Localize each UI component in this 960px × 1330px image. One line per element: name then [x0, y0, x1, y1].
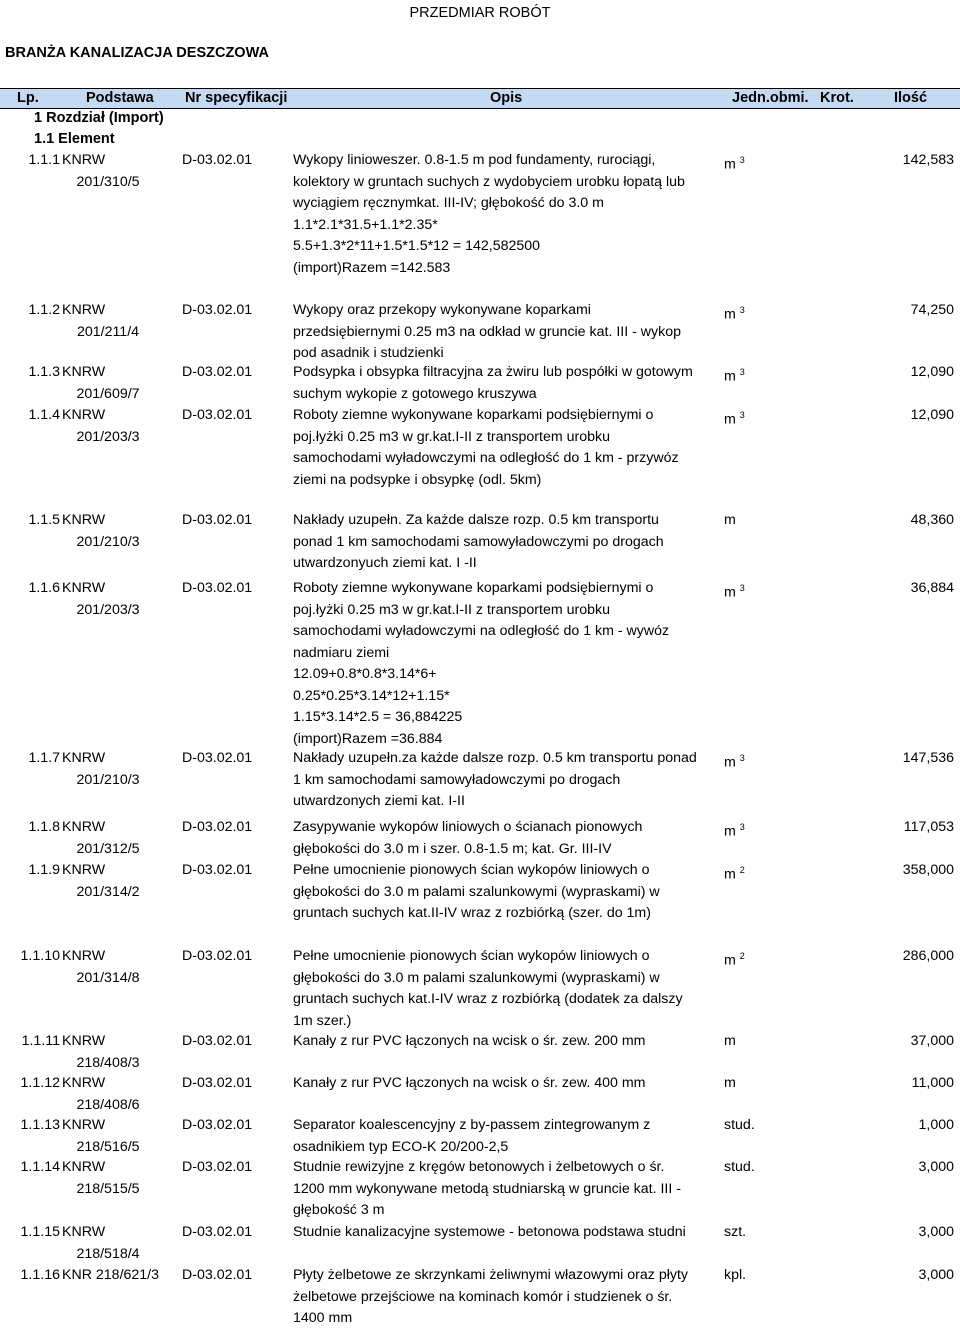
row-nr-specyfikacji: D-03.02.01: [182, 407, 253, 423]
page-title: PRZEDMIAR ROBÓT: [409, 5, 551, 21]
row-lp: 1.1.12: [20, 1075, 60, 1091]
row-nr-specyfikacji: D-03.02.01: [182, 862, 253, 878]
row-nr-specyfikacji: D-03.02.01: [182, 302, 253, 318]
row-podstawa: KNRW 218/518/4: [62, 1224, 140, 1262]
header-opis: Opis: [490, 90, 523, 106]
row-nr-specyfikacji: D-03.02.01: [182, 580, 253, 596]
row-podstawa: KNRW 218/516/5: [62, 1117, 140, 1155]
row-nr-specyfikacji: D-03.02.01: [182, 1159, 253, 1175]
row-nr-specyfikacji: D-03.02.01: [182, 1224, 253, 1240]
row-jednostka-exponent: 2: [739, 865, 745, 875]
row-nr-specyfikacji: D-03.02.01: [182, 1117, 253, 1133]
row-jednostka-exponent: 3: [739, 822, 745, 832]
section-element: 1.1 Element: [34, 131, 115, 147]
row-jednostka-base: m: [724, 866, 736, 883]
row-lp: 1.1.6: [28, 580, 60, 596]
row-ilosc: 11,000: [911, 1075, 954, 1091]
row-jednostka-exponent: 3: [739, 583, 745, 593]
row-ilosc: 286,000: [902, 948, 954, 964]
row-lp: 1.1.16: [20, 1267, 60, 1283]
row-jednostka-exponent: 3: [739, 367, 745, 377]
row-jednostka: [724, 1031, 784, 1053]
row-opis: Nakłady uzupełn. Za każde dalsze rozp. 0.5 km transportu ponad 1 km samochodami samowyładowczymi po drogach utwardzonyuch ziemi kat. I -II: [293, 512, 664, 571]
row-podstawa: KNRW 201/210/3: [62, 750, 140, 788]
row-nr-specyfikacji: D-03.02.01: [182, 948, 253, 964]
row-ilosc: 3,000: [918, 1224, 954, 1240]
header-krotnosc: Krot.: [820, 90, 854, 106]
row-podstawa: KNRW 201/203/3: [62, 580, 140, 618]
row-jednostka: [724, 1157, 784, 1179]
row-podstawa: KNRW 201/314/8: [62, 948, 140, 986]
row-ilosc: 12,090: [910, 364, 954, 380]
row-ilosc: 3,000: [918, 1267, 954, 1283]
section-rozdzial: 1 Rozdział (Import): [34, 110, 164, 126]
row-jednostka: [724, 817, 784, 843]
row-podstawa: KNRW 201/312/5: [62, 819, 140, 857]
header-lp: Lp.: [17, 90, 39, 106]
row-jednostka-base: m: [724, 368, 736, 385]
row-ilosc: 147,536: [902, 750, 954, 766]
row-lp: 1.1.15: [20, 1224, 60, 1240]
header-nr-specyfikacji: Nr specyfikacji: [185, 90, 288, 106]
row-jednostka-base: m: [724, 823, 736, 840]
row-lp: 1.1.3: [28, 364, 60, 380]
row-nr-specyfikacji: D-03.02.01: [182, 1267, 253, 1283]
row-lp: 1.1.4: [28, 407, 60, 423]
row-opis: Nakłady uzupełn.za każde dalsze rozp. 0.5 km transportu ponad 1 km samochodami samowyładowczymi po drogach utwardzonych ziemi kat. I-II: [293, 750, 697, 809]
row-podstawa: KNRW 218/515/5: [62, 1159, 140, 1197]
row-ilosc: 117,053: [903, 819, 954, 835]
row-ilosc: 1,000: [918, 1117, 954, 1133]
row-opis: Podsypka i obsypka filtracyjna za żwiru lub pospółki w gotowym suchym wykopie z gotowego kruszywa: [293, 364, 693, 402]
row-lp: 1.1.11: [21, 1033, 60, 1049]
row-nr-specyfikacji: D-03.02.01: [182, 364, 253, 380]
row-jednostka-base: m: [724, 1033, 736, 1049]
row-opis: Pełne umocnienie pionowych ścian wykopów liniowych o głębokości do 3.0 m palami szalunkowymi (wypraskami) w gruntach suchych kat.I-IV wraz z rozbiórką (dodatek za dalszy 1m szer.): [293, 948, 683, 1029]
row-ilosc: 358,000: [902, 862, 954, 878]
row-lp: 1.1.8: [28, 819, 60, 835]
row-podstawa: KNRW 201/310/5: [62, 152, 140, 190]
row-jednostka-base: m: [724, 512, 736, 528]
row-jednostka-base: m: [724, 1075, 736, 1091]
row-ilosc: 36,884: [910, 580, 954, 596]
row-lp: 1.1.5: [28, 512, 60, 528]
row-jednostka-base: szt.: [724, 1224, 747, 1240]
row-podstawa: KNRW 218/408/3: [62, 1033, 140, 1071]
row-opis: Kanały z rur PVC łączonych na wcisk o śr. zew. 200 mm: [293, 1033, 646, 1049]
row-jednostka-exponent: 2: [739, 951, 745, 961]
row-jednostka-base: m: [724, 156, 736, 173]
row-ilosc: 74,250: [910, 302, 954, 318]
row-jednostka-exponent: 3: [739, 753, 745, 763]
row-opis: Studnie rewizyjne z kręgów betonowych i żelbetowych o śr. 1200 mm wykonywane metodą studniarską w gruncie kat. III - głębokość 3 m: [293, 1159, 681, 1218]
row-jednostka: [724, 1222, 784, 1244]
table-header: [0, 88, 960, 109]
row-opis: Separator koalescencyjny z by-passem zintegrowanym z osadnikiem typ ECO-K 20/200-2,5: [293, 1117, 651, 1155]
branch-title: BRANŻA KANALIZACJA DESZCZOWA: [5, 45, 269, 61]
row-opis: Kanały z rur PVC łączonych na wcisk o śr. zew. 400 mm: [293, 1075, 646, 1091]
row-ilosc: 3,000: [918, 1159, 954, 1175]
row-jednostka-exponent: 3: [739, 155, 745, 165]
row-podstawa: KNRW 201/314/2: [62, 862, 140, 900]
row-jednostka: [724, 405, 784, 431]
row-lp: 1.1.1: [28, 152, 60, 168]
row-ilosc: 142,583: [902, 152, 954, 168]
header-jednostka: Jedn.obmi.: [732, 90, 809, 106]
row-nr-specyfikacji: D-03.02.01: [182, 1033, 253, 1049]
row-podstawa: KNRW 201/203/3: [62, 407, 140, 445]
row-jednostka-base: m: [724, 754, 736, 771]
header-podstawa: Podstawa: [86, 90, 154, 106]
row-opis: Wykopy oraz przekopy wykonywane koparkami przedsiębiernymi 0.25 m3 na odkład w gruncie kat. III - wykop pod asadnik i studzienki: [293, 302, 681, 361]
row-ilosc: 12,090: [910, 407, 954, 423]
row-jednostka-base: m: [724, 952, 736, 969]
row-nr-specyfikacji: D-03.02.01: [182, 152, 253, 168]
row-podstawa: KNRW 201/609/7: [62, 364, 140, 402]
row-jednostka-exponent: 3: [739, 305, 745, 315]
row-opis: Płyty żelbetowe ze skrzynkami żeliwnymi włazowymi oraz płyty żelbetowe przejściowe na kominach komór i studzienek o śr. 1400 mm: [293, 1267, 688, 1326]
row-opis: Studnie kanalizacyjne systemowe - betonowa podstawa studni: [293, 1224, 686, 1240]
row-jednostka: [724, 300, 784, 326]
row-podstawa: KNR 218/621/3: [62, 1267, 160, 1283]
row-podstawa: KNRW 201/211/4: [62, 302, 140, 340]
row-ilosc: 48,360: [910, 512, 954, 528]
row-lp: 1.1.7: [28, 750, 60, 766]
row-opis: Roboty ziemne wykonywane koparkami podsiębiernymi o poj.łyżki 0.25 m3 w gr.kat.I-II z transportem urobku samochodami wyładowczymi na odległość do 1 km - przywóz ziemi na podsypke i obsypkę (odl. 5km): [293, 407, 679, 488]
row-lp: 1.1.9: [28, 862, 60, 878]
row-jednostka: [724, 1073, 784, 1095]
row-jednostka: [724, 946, 784, 972]
row-opis: Zasypywanie wykopów liniowych o ścianach pionowych głębokości do 3.0 m i szer. 0.8-1.5 m; kat. Gr. III-IV: [293, 819, 643, 857]
row-jednostka: [724, 150, 784, 176]
row-opis: Roboty ziemne wykonywane koparkami podsiębiernymi o poj.łyżki 0.25 m3 w gr.kat.I-II z transportem urobku samochodami wyładowczymi na odległość do 1 km - wywóz nadmiaru ziemi 12.09+0.8*0.8*3.14*6+ 0.25*0.25*3.14*12+1.15* 1.15*3.14*2.5 = 36,884225 (import)Razem =36.884: [293, 580, 670, 747]
row-opis: Wykopy linioweszer. 0.8-1.5 m pod fundamenty, rurociągi, kolektory w gruntach suchych z wydobyciem urobku łopatą lub wyciągiem ręcznymkat. III-IV; głębokość do 3.0 m 1.1*2.1*31.5+1.1*2.35* 5.5+1.3*2*11+1.5*1.5*12 = 142,582500 (import)Razem =142.583: [293, 152, 685, 276]
row-ilosc: 37,000: [910, 1033, 954, 1049]
row-jednostka: [724, 1265, 784, 1287]
row-jednostka: [724, 362, 784, 388]
row-jednostka: [724, 578, 784, 604]
row-nr-specyfikacji: D-03.02.01: [182, 750, 253, 766]
row-jednostka-base: kpl.: [724, 1267, 747, 1283]
row-lp: 1.1.2: [28, 302, 60, 318]
row-lp: 1.1.14: [20, 1159, 60, 1175]
row-jednostka-base: stud.: [724, 1159, 755, 1175]
row-opis: Pełne umocnienie pionowych ścian wykopów liniowych o głębokości do 3.0 m palami szalunkowymi (wypraskami) w gruntach suchych kat.II-IV wraz z rozbiórką (szer. do 1m): [293, 862, 660, 921]
row-jednostka-base: m: [724, 411, 736, 428]
row-jednostka-base: m: [724, 306, 736, 323]
row-jednostka: [724, 748, 784, 774]
row-jednostka-exponent: 3: [739, 410, 745, 420]
row-lp: 1.1.10: [20, 948, 60, 964]
row-jednostka: [724, 860, 784, 886]
row-jednostka-base: stud.: [724, 1117, 755, 1133]
row-nr-specyfikacji: D-03.02.01: [182, 512, 253, 528]
header-ilosc: Ilość: [894, 90, 928, 106]
row-nr-specyfikacji: D-03.02.01: [182, 819, 253, 835]
row-podstawa: KNRW 201/210/3: [62, 512, 140, 550]
row-jednostka: [724, 1115, 784, 1137]
row-podstawa: KNRW 218/408/6: [62, 1075, 140, 1113]
row-jednostka-base: m: [724, 584, 736, 601]
row-lp: 1.1.13: [20, 1117, 60, 1133]
row-jednostka: [724, 510, 784, 532]
row-nr-specyfikacji: D-03.02.01: [182, 1075, 253, 1091]
